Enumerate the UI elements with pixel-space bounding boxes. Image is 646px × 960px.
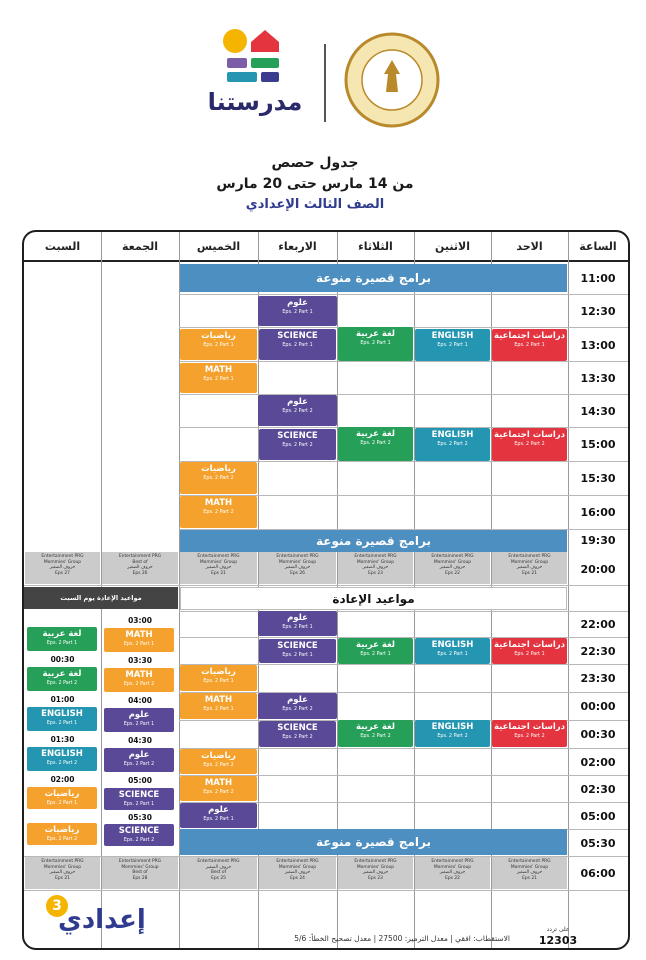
time-slot: 20:00 (580, 563, 616, 576)
broadcast-info: الاستقطاب: افقي | معدل الترميز: 27500 | معدل تصحيح الخطأ: 5/6 (294, 934, 510, 943)
time-slot: 13:00 (580, 339, 616, 352)
time-slot: 22:30 (580, 645, 616, 658)
short-programs-band: برامج قصيرة منوعة (180, 264, 567, 292)
header-rule (24, 260, 628, 262)
edady-logo-number: 3 (46, 895, 68, 917)
col-header-wed: الاربعاء (278, 240, 317, 253)
reruns-band: مواعيد الإعادة (180, 587, 567, 610)
entertainment-program: Entertainment PRG Mommies' Group حروف الصغير Eps 27 (25, 552, 100, 584)
row-sep (179, 611, 628, 612)
entertainment-program: Entertainment PRG Mommies' Group حروف الصغير Eps 23 (338, 552, 413, 584)
lesson-arabic: لغة عربية Eps. 2 Part 2 (338, 427, 413, 461)
time-slot: 19:30 (580, 534, 616, 547)
lesson-english: ENGLISH Eps. 2 Part 1 (415, 329, 490, 361)
edady-logo (40, 893, 160, 943)
row-sep (179, 361, 628, 362)
rerun-time: 02:00 (50, 775, 75, 784)
lesson-social: دراسات اجتماعية Eps. 2 Part 1 (492, 329, 567, 361)
header-divider (324, 44, 326, 122)
time-slot: 05:30 (580, 837, 616, 850)
time-slot: 22:00 (580, 618, 616, 631)
lesson-math: MATH Eps. 2 Part 2 (104, 668, 174, 692)
time-slot: 02:00 (580, 756, 616, 769)
rerun-time: 05:30 (128, 813, 152, 822)
lesson-science: SCIENCE Eps. 2 Part 1 (259, 329, 336, 360)
lesson-arabic: لغة عربية Eps. 2 Part 1 (27, 627, 97, 651)
rerun-time: 00:30 (50, 655, 75, 664)
col-header-tue: الثلاثاء (358, 240, 393, 253)
ministry-seal-icon (342, 30, 442, 130)
col-header-hour: الساعة (579, 240, 617, 253)
lesson-math: رياضيات Eps. 2 Part 1 (27, 787, 97, 809)
time-slot: 16:00 (580, 506, 616, 519)
rerun-time: 04:30 (128, 736, 152, 745)
lesson-math: رياضيات Eps. 2 Part 2 (180, 462, 257, 494)
lesson-math: MATH Eps. 2 Part 2 (180, 776, 257, 801)
entertainment-program: Entertainment PRG Mommies' Group حروف الصغير Eps 21 (492, 552, 567, 584)
time-slot: 06:00 (580, 867, 616, 880)
lesson-arabic: لغة عربية Eps. 2 Part 1 (338, 327, 413, 361)
lesson-math: MATH Eps. 2 Part 1 (180, 363, 257, 393)
time-slot: 00:30 (580, 728, 616, 741)
lesson-science: SCIENCE Eps. 2 Part 2 (259, 429, 336, 460)
entertainment-program: Entertainment PRG Mommies' Group حروف الصغير Eps 22 (415, 857, 490, 889)
col-header-thu: الخميس (196, 240, 241, 253)
short-programs-band: برامج قصيرة منوعة (180, 829, 567, 855)
rerun-time: 01:00 (50, 695, 75, 704)
time-slot: 15:30 (580, 472, 616, 485)
time-slot: 15:00 (580, 438, 616, 451)
lesson-social: دراسات اجتماعية Eps. 2 Part 2 (492, 428, 567, 461)
lesson-english: ENGLISH Eps. 2 Part 1 (415, 638, 490, 664)
time-slot: 23:30 (580, 672, 616, 685)
lesson-science: علوم Eps. 2 Part 1 (104, 708, 174, 732)
schedule-dates: من 14 مارس حتى 20 مارس (216, 176, 414, 192)
rerun-time: 04:00 (128, 696, 152, 705)
lesson-math: MATH Eps. 2 Part 1 (104, 628, 174, 652)
rerun-time: 03:00 (128, 616, 152, 625)
lesson-math: MATH Eps. 2 Part 1 (180, 693, 257, 719)
row-sep (179, 294, 628, 295)
time-slot: 02:30 (580, 783, 616, 796)
time-slot: 05:00 (580, 810, 616, 823)
lesson-arabic: لغة عربية Eps. 2 Part 2 (27, 667, 97, 691)
lesson-science: علوم Eps. 2 Part 2 (258, 395, 337, 426)
lesson-science: علوم Eps. 2 Part 1 (258, 611, 337, 636)
saturday-reruns-band: مواعيد الإعادة يوم السبت (24, 587, 178, 609)
lesson-math: رياضيات Eps. 2 Part 1 (180, 329, 257, 360)
time-slot: 11:00 (580, 272, 616, 285)
lesson-science: SCIENCE Eps. 2 Part 2 (259, 721, 336, 747)
lesson-english: ENGLISH Eps. 2 Part 2 (415, 428, 490, 461)
rerun-time: 03:30 (128, 656, 152, 665)
ministry-seal (342, 30, 442, 130)
row-sep (24, 585, 628, 586)
entertainment-program: Entertainment PRG Mommies' Group حروف الصغير Eps 22 (415, 552, 490, 584)
schedule-grade: الصف الثالث الإعدادي (245, 197, 385, 212)
time-slot: 00:00 (580, 700, 616, 713)
lesson-english: ENGLISH Eps. 2 Part 2 (415, 720, 490, 747)
lesson-science: SCIENCE Eps. 2 Part 2 (104, 824, 174, 846)
lesson-science: علوم Eps. 2 Part 2 (258, 693, 337, 719)
lesson-arabic: لغة عربية Eps. 2 Part 1 (338, 638, 413, 664)
entertainment-program: Entertainment PRG Mommies' Group Best of Eps 28 (102, 857, 178, 889)
frequency-value: 12303 (538, 934, 578, 947)
entertainment-program: Entertainment PRG Mommies' Group حروف الصغير Eps 21 (25, 857, 100, 889)
col-header-fri: الجمعة (121, 240, 159, 253)
lesson-social: دراسات اجتماعية Eps. 2 Part 2 (492, 720, 567, 747)
short-programs-band: برامج قصيرة منوعة (180, 530, 567, 552)
col-header-mon: الاثنين (435, 240, 470, 253)
entertainment-program: Entertainment PRG Mommies' Group حروف الصغير Eps 23 (338, 857, 413, 889)
lesson-science: SCIENCE Eps. 2 Part 1 (104, 788, 174, 810)
entertainment-program: Entertainment PRG Mommies' Group حروف الصغير Eps 21 (180, 552, 257, 584)
edady-logo-text: إعدادي (58, 905, 146, 935)
time-slot: 12:30 (580, 305, 616, 318)
schedule-title: جدول حصص (271, 155, 359, 171)
col-header-sat: السبت (44, 240, 81, 253)
row-sep (24, 890, 628, 891)
lesson-english: ENGLISH Eps. 2 Part 1 (27, 707, 97, 731)
lesson-math: رياضيات Eps. 2 Part 2 (27, 823, 97, 845)
col-header-sun: الاحد (516, 240, 543, 253)
lesson-science: علوم Eps. 2 Part 1 (180, 803, 257, 828)
entertainment-program: Entertainment PRG Mommies' Group حروف الصغير Eps 26 (259, 552, 336, 584)
entertainment-program: Entertainment PRG Mommies' Group حروف الصغير Eps 21 (492, 857, 567, 889)
frequency-label: على تردد (546, 926, 570, 933)
lesson-english: ENGLISH Eps. 2 Part 2 (27, 747, 97, 771)
lesson-math: MATH Eps. 2 Part 2 (180, 496, 257, 528)
lesson-arabic: لغة عربية Eps. 2 Part 2 (338, 720, 413, 747)
row-sep (179, 394, 628, 395)
rerun-time: 01:30 (50, 735, 75, 744)
brand-name: مدرستنا (207, 88, 303, 116)
lesson-science: علوم Eps. 2 Part 2 (104, 748, 174, 772)
entertainment-program: Entertainment PRG Best of حروف الصغير Eps 26 (102, 552, 178, 584)
entertainment-program: Entertainment PRG Mommies' Group حروف الصغير Eps 24 (259, 857, 336, 889)
time-slot: 14:30 (580, 405, 616, 418)
time-slot: 13:30 (580, 372, 616, 385)
lesson-social: دراسات اجتماعية Eps. 2 Part 1 (492, 638, 567, 664)
lesson-math: رياضيات Eps. 2 Part 2 (180, 749, 257, 774)
lesson-science: SCIENCE Eps. 2 Part 1 (259, 639, 336, 663)
entertainment-program: Entertainment PRG حروف الصغير Best of Eps 25 (180, 857, 257, 889)
lesson-math: رياضيات Eps. 2 Part 1 (180, 665, 257, 691)
lesson-science: علوم Eps. 2 Part 1 (258, 296, 337, 326)
rerun-time: 05:00 (128, 776, 152, 785)
